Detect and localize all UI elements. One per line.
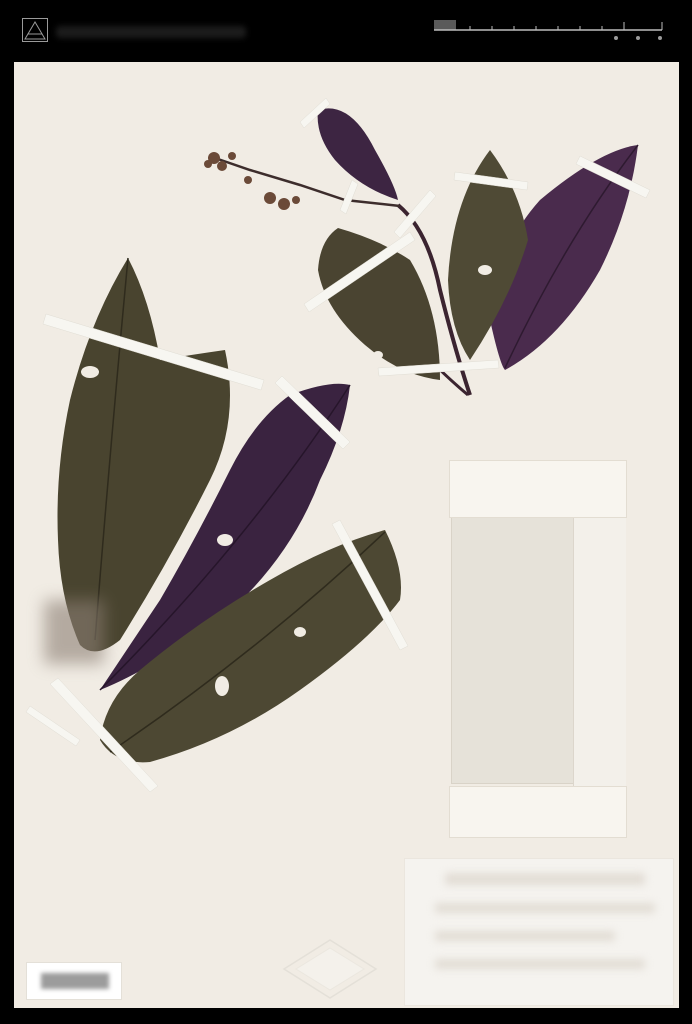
herbarium-stamp (280, 936, 380, 1002)
specimen-label (404, 858, 674, 1006)
packet-bottom-band (449, 786, 627, 838)
packet-flap (573, 518, 626, 786)
blurred-label-line (445, 873, 645, 885)
top-purple-leaf (318, 108, 398, 200)
blurred-label-line (435, 903, 655, 913)
blurred-region (44, 600, 104, 664)
blurred-barcode (41, 973, 109, 989)
fragment-packet (449, 460, 627, 838)
packet-top-band (449, 460, 627, 518)
barcode-label (26, 962, 122, 1000)
blurred-label-line (435, 959, 645, 969)
blurred-label-line (435, 931, 615, 941)
